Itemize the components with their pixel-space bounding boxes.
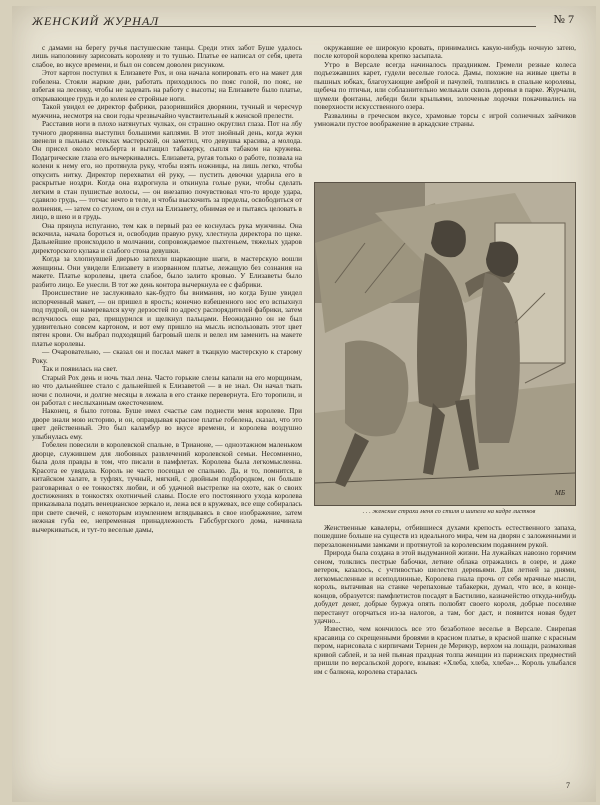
header-rule bbox=[122, 26, 536, 27]
illustration-caption: . . . женские страхи меня со стиля и шипела на кадре листков bbox=[362, 508, 536, 515]
paragraph: Известно, чем кончилось все это безаботное веселье в Версале. Свирепая красавица со скрещенными бровями в красном платье, в красной шапке с красным пером, нарисовала с кирпичами Тернен де Мерикур, верхом на лошади, размахивая кривой саблей, и за ней пьяная праздная толпа женщин из парижских предместий пришли по версальской дороге, взывая: «Хлеба, хлеба, хлеба»... Король улыбался им с балкона, королева старалась bbox=[314, 624, 576, 676]
paragraph: Развалины в греческом вкусе, храмовые торсы с игрой солнечных зайчиков умножали пустое воображение в аркадские страны. bbox=[314, 110, 576, 129]
paragraph: Такой увидел ее директор фабрики, разорившийся дворянин, тучный и чересчур мужчина, несмотря на свои годы чрезвычайно чувствительный к женской прелести. bbox=[32, 102, 302, 120]
paragraph: Старый Рох день и ночь ткал лена. Часто горькие слезы капали на его морщинам, но что дальнейшее стало с дальнейшей к Елизаветой — в не знал. Он начал ткать ночи с полночи, и долгие месяцы в лежала в его станке перевернута. Его торопили, и он работал с неслыханным ожесточением. bbox=[32, 372, 302, 408]
paragraph: Женственные кавалеры, отбившиеся духами крепость естественного запаха, пошедшие больше на существ из идеального мира, чем на дворян с заложенными и перезаложенными замками и протянутой за королевским подаянием рукой. bbox=[314, 524, 576, 549]
issue-number: № 7 bbox=[553, 12, 574, 26]
paragraph: Этот картон поступил к Елизавете Рох, и она начала копировать его на макет для гобелена. Стояли жаркие дни, работать приходилось по пояс голой, по пояс, не взбегая на лесенку, чтобы не задевать на работу с высоты; на Елизавете было платье, открывающее грудь и до колен ее стройные ноги. bbox=[32, 68, 302, 103]
journal-page bbox=[12, 6, 596, 802]
paragraph: Когда за хлопнувшей дверью затихли шаркающие шаги, в мастерскую вошли женщины. Они увидели Елизавету в изорванном платье, лежащую без сознания на макете. Платье королевы, цвета слабое, было залито кровью. У Елизаветы было разбито лицо. Ее унесли. В тот же день контора вычеркнула ее с фабрики. bbox=[32, 254, 302, 289]
paragraph: Происшествие не заслуживало как-будто бы внимания, но когда Буше увидел испорченный макет, — он пришел в ярость; конечно взбешенного нос его вспыхнул под пудрой, он намеревался кучу дерзостей по адресу распорядителей фабрики, затем вслучилось еще раз, прищурился и щелкнул пальцами. Неожиданно он не был удивительно совсем картоном, и вот ему пришло на мысль использовать этот цвет пятен крови. Он выбрал подходящий багровый шелк и велел им заменить на макете платье королевы. bbox=[32, 288, 302, 348]
paragraph: — Очаровательно, — сказал он и послал макет в ткацкую мастерскую к старому Року. bbox=[32, 347, 302, 365]
illustration-drawing bbox=[315, 183, 575, 505]
paragraph: Природа была создана в этой выдуманной жизни. На лужайках навозно горячим сеном, толклись пестрые бабочки, летние облака отражались в озере, и даже ветерок, казалось, с учтивостью шелестел деревьями. Для летней за днями, легкомысленные и всеподлинные, Королева гнала прочь от себя мрачные мысли, король, вытачивая на станке черепаховые табакерки, думал, что все, в конце-концов, образуется: памфлетистов посадят в Бастилию, казначейство откуда-нибудь добудет денег, добрые буржуа опять полюбят своего короля, добрые поселяне перестанут огорчаться из-за налогов, а там, бог даст, и появится новая будет удачно... bbox=[314, 548, 576, 625]
paragraph: Гобелен повесили в королевской спальне, в Трианоне, — одноэтажном маленьком дворце, служившем для любовных развлечений королевской семьи. Несомненно, была доля правды в том, что писали в памфлетах. Королева была легкомысленна. Красота ее увядала. Король не часто посещал ее спальню. Да, и то, помнится, в китайском халате, в туфлях, тучный, мягкий, с двойным подбородком, он больше разговаривал о ее тонкостях любви, и об удачной выстрелке на охоте, как о своих достижениях в тонкостях охотничьей славы. После его постоянного ухода королева приказывала подать венецианское зеркало и, лежа вся в кружевах, все еще собиралась при свете свечей, с некоторым изумлением вглядываясь в свое изображение, затем нежная губа ее, непременная принадлежность Габсбургского дома, начинала вычеркиваться, и тут-то веселые дамы, bbox=[32, 440, 302, 534]
left-text-column bbox=[32, 44, 302, 786]
paragraph: Наконец, я было готова. Буше имел счастье сам поднести меня королеве. При дворе знали мою историю, и он, оправдывая красное платье гобелена, сказал, что это цвет действенный. Это был каламбур во вкусе времени, и королева воздушно улыбнулась ему. bbox=[32, 406, 302, 441]
illustration bbox=[314, 182, 576, 506]
paragraph: Она прянула испуганно, тем как в первый раз ее коснулась рука мужчины. Она вскочила, начала бороться и, освободив правую руку, хлестнула директора по щеке. Дальнейшие происходило в молчании, сопровождаемое пыхтеньем, тяжелых ударов директорского кулака и слабого стона девушки. bbox=[32, 220, 302, 255]
right-bottom-text-column bbox=[314, 524, 576, 786]
paragraph: с дамами на берегу ручья пастушеские танцы. Среди этих забот Буше удалось лишь наполовину зарисовать королеву и то тушью. Платье ее написал от себя, цвета слабое, во вкусе времени, и был он совсем доволен рисунком. bbox=[32, 44, 302, 69]
journal-title: ЖЕНСКИЙ ЖУРНАЛ bbox=[32, 14, 160, 28]
right-top-text-column bbox=[314, 44, 576, 174]
paragraph: Расставив ноги в плохо натянутых чулках, он страшно округлил глаза. Пот на лбу тучного дворянина выступил большими каплями. В этот знойный день, когда жуки звенели в пыльных стеклах мастерской, он заметил, что девушка красива, а молода. Он присел около мольберта и вытащил табакерку, сыпля табаком на кружева. Подагрические глаза его вычеркивались. Елизавета, ругая только о работе, позвала на колени к нему его, но протянула руку, чтобы взять ножницы, на лишь легко, чтобы откусить нитку. Директор перехватил ей руку, — пустить девочки ударила его в раскрытые ноздри. Когда она вздрогнула и откинула голые руки, чтобы сделать легким в стан пушистые волосы, — он внезапно почувствовал что-то вроде удара, сдавило грудь, — тотчас нечто в теле, и чтобы выскочить за пределы, освободиться от волнения, — затем со стулом, он в стул на Елизавету, обнимая ее и пытаясь целовать в лицо, в шею и в грудь. bbox=[32, 119, 302, 222]
artist-signature: МБ bbox=[555, 489, 565, 497]
paragraph: Утро в Версале всегда начиналось праздником. Гремели резные колеса подъезжавших карет, гудели веселые голоса. Дамы, похожие на живые цветы в пышных юбках, благоухающие амброй и пачулей, толпились в спальне королевы, щебеча по птичьи, или соблазнительно мелькали сквозь деревья в парке. Журчали, шумели фонтаны, лебеди били крыльями, золоченые лодочки покачивались на поверхности искусственного озера. bbox=[314, 59, 576, 112]
paragraph: Так и появилась на свет. bbox=[42, 364, 118, 374]
paragraph: окружавшие ее широкую кровать, принимались какую-нибудь ночную затею, после которой королева крепко засыпала. bbox=[314, 44, 576, 61]
page-number: 7 bbox=[566, 781, 570, 790]
